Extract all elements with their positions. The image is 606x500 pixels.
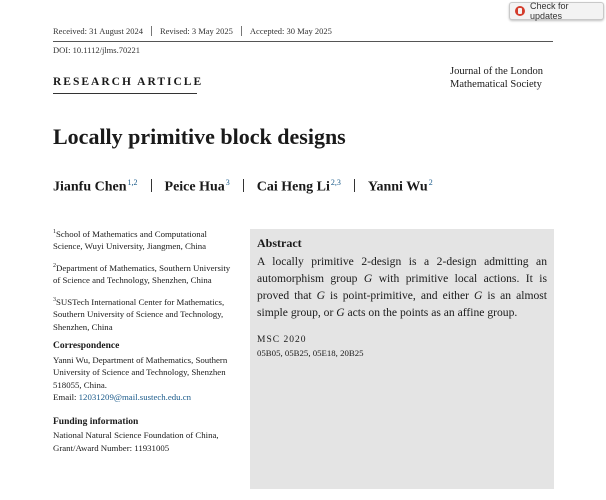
author-affiliation-ref[interactable]: 1,2	[127, 178, 138, 188]
msc-heading: MSC 2020	[257, 335, 307, 345]
affiliations-column	[53, 226, 238, 454]
author[interactable]: Yanni Wu$^2$	[367, 178, 433, 195]
affiliation: $^2$Department of Mathematics, Southern University of Science and Technology, Shenzhen, China	[53, 262, 231, 286]
author-list	[53, 178, 433, 196]
journal-name-line1: Journal of the London	[450, 66, 544, 77]
author[interactable]: Jianfu Chen$^{1,2}$	[53, 178, 138, 195]
author[interactable]: Peice Hua$^3$	[164, 178, 230, 195]
correspondence-section	[53, 340, 238, 404]
author-affiliation-ref[interactable]: 2	[428, 178, 433, 188]
author-separator	[354, 179, 355, 192]
accepted-date: Accepted: 30 May 2025	[241, 26, 340, 36]
abstract-heading: Abstract	[257, 236, 302, 250]
journal-name-line2: Mathematical Society	[450, 79, 542, 90]
abstract-box	[250, 229, 554, 489]
paper-title: Locally primitive block designs	[53, 124, 346, 149]
correspondence-text: Yanni Wu, Department of Mathematics, Southern University of Science and Technology, Shenzhen 518055, China.	[53, 354, 228, 390]
article-type: RESEARCH ARTICLE	[53, 76, 204, 88]
affiliation: $^1$School of Mathematics and Computational Science, Wuyi University, Jiangmen, China	[53, 228, 207, 252]
msc-codes: 05B05, 05B25, 05E18, 20B25	[257, 348, 364, 358]
funding-heading: Funding information	[53, 416, 139, 427]
affiliation: $^3$SUSTech International Center for Mathematics, Southern University of Science and Technology, Shenzhen, China	[53, 296, 225, 332]
author[interactable]: Cai Heng Li$^{2,3}$	[256, 178, 341, 195]
journal-name	[450, 65, 560, 91]
received-date: Received: 31 August 2024	[53, 26, 143, 36]
dates-line	[53, 26, 340, 36]
doi[interactable]: DOI: 10.1112/jlms.70221	[53, 45, 140, 55]
correspondence-email-line: Email: 12031209@mail.sustech.edu.cn	[53, 392, 192, 403]
author-affiliation-ref[interactable]: 3	[225, 178, 230, 188]
author-separator	[243, 179, 244, 192]
author-separator	[151, 179, 152, 192]
funding-section	[53, 416, 238, 455]
article-type-underline	[53, 93, 197, 94]
author-affiliation-ref[interactable]: 2,3	[330, 178, 341, 188]
crossmark-icon	[515, 6, 525, 16]
abstract-text: A locally primitive 2-design is a 2-design admitting an automorphism group G with primitive local actions. It is proved that G is point-primitive, and either G is an almost simple group, or G acts on the points as an affine group.	[257, 255, 548, 319]
email-link[interactable]: 12031209@mail.sustech.edu.cn	[78, 392, 192, 403]
header-divider	[53, 41, 553, 42]
revised-date: Revised: 3 May 2025	[151, 26, 241, 36]
check-for-updates-label: Check for updates	[530, 1, 569, 21]
check-for-updates-button[interactable]	[509, 2, 604, 20]
funding-text: National Natural Science Foundation of China, Grant/Award Number: 11931005	[53, 430, 219, 453]
correspondence-heading: Correspondence	[53, 341, 120, 352]
